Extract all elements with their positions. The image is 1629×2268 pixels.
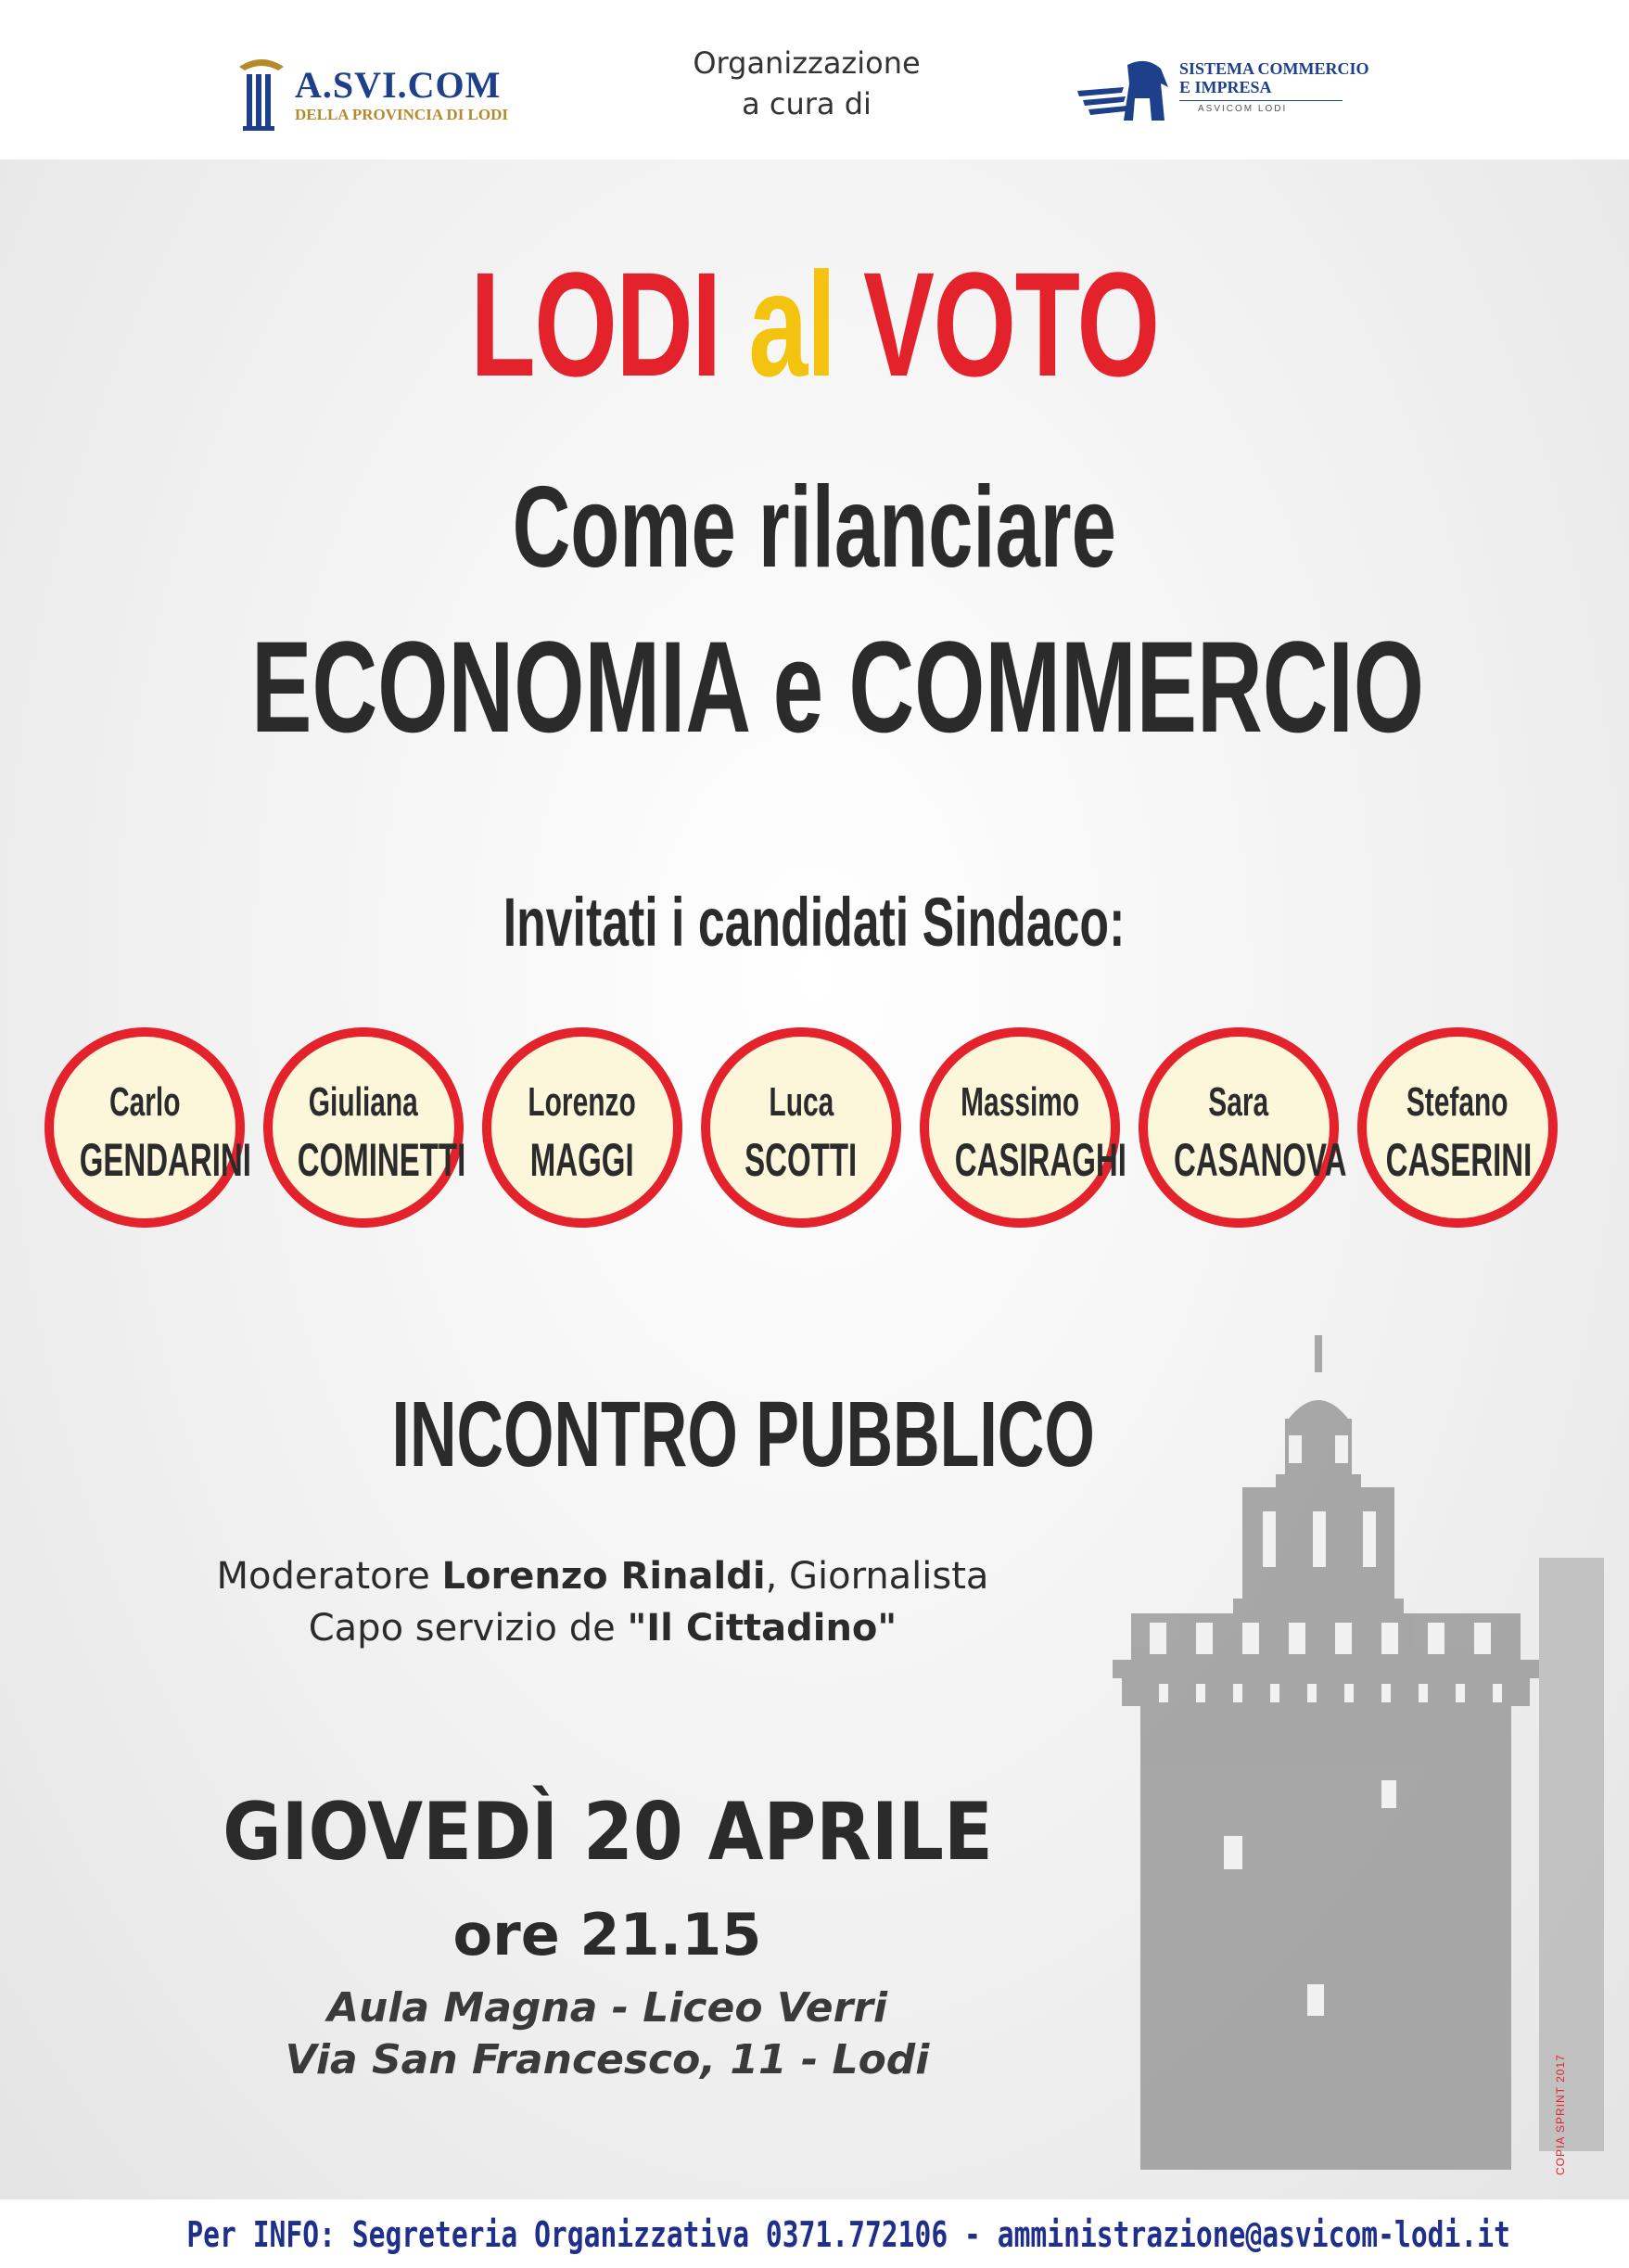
footer-info [0,2199,1629,2268]
candidate-circle [701,1027,901,1228]
logo-left-name: A.SVI.COM [295,64,502,106]
organizer-text [649,43,964,124]
event-venue: Aula Magna - Liceo Verri [326,1984,888,2032]
castle-tower-illustration [1103,1280,1623,2198]
candidate-circle [1357,1027,1558,1228]
candidates-row [45,1027,1584,1250]
candidate-first-name: Lorenzo [528,1079,637,1125]
column-icon [234,54,289,132]
event-address: Via San Francesco, 11 - Lodi [285,2036,930,2083]
subtitle-line1: Come rilanciare [512,464,1117,592]
moderator-line: Moderatore Lorenzo Rinaldi, Giornalista [216,1555,989,1598]
title-al: al [748,241,835,407]
candidate-last-name: CASANOVA [1174,1134,1347,1186]
asvicom-logo [234,54,567,137]
newspaper-name: "Il Cittadino" [627,1607,897,1650]
organizer-line2: a cura di [742,86,872,121]
candidate-last-name: GENDARINI [79,1134,251,1186]
sistema-commercio-logo [1075,56,1391,130]
candidate-last-name: SCOTTI [745,1134,858,1186]
moderator-info [139,1550,1066,1654]
candidate-circle [45,1027,251,1228]
logo-right-divider [1179,100,1343,101]
candidate-circle [920,1027,1126,1228]
candidate-first-name: Stefano [1406,1079,1508,1125]
organizer-line1: Organizzazione [693,45,921,81]
candidate-last-name: COMINETTI [297,1134,466,1186]
image-credit: COPIA SPRINT 2017 [1554,2054,1567,2175]
candidate-last-name: CASERINI [1385,1134,1533,1186]
subtitle-line2: ECONOMIA e COMMERCIO [251,614,1425,759]
moderator-name: Lorenzo Rinaldi [441,1555,766,1598]
candidate-first-name: Carlo [108,1079,181,1125]
logo-left-subtitle: DELLA PROVINCIA DI LODI [295,106,509,123]
candidate-last-name: CASIRAGHI [954,1134,1126,1186]
logo-right-line3: ASVICOM LODI [1198,104,1288,114]
candidate-first-name: Luca [769,1079,834,1125]
candidate-circle [1139,1027,1347,1228]
invited-label: Invitati i candidati Sindaco: [503,884,1126,961]
event-time: ore 21.15 [452,1901,762,1969]
header-bar [0,0,1629,159]
lion-icon [1075,56,1177,130]
title-lodi: LODI [470,241,749,407]
logo-right-line1: SISTEMA COMMERCIO [1179,59,1369,78]
event-type: INCONTRO PUBBLICO [391,1382,1095,1486]
candidate-first-name: Massimo [960,1079,1080,1125]
candidate-last-name: MAGGI [530,1134,634,1186]
candidate-first-name: Giuliana [308,1079,419,1125]
moderator-role-line: Capo servizio de "Il Cittadino" [308,1607,897,1650]
candidate-circle [263,1027,464,1228]
candidate-circle [482,1027,682,1228]
title-voto: VOTO [834,241,1159,407]
main-title [0,239,1629,410]
logo-right-line2: E IMPRESA [1179,78,1272,96]
footer-contact: Per INFO: Segreteria Organizzativa 0371.772106 - amministrazione@asvicom-lodi.it [186,2214,1510,2255]
event-date: GIOVEDÌ 20 APRILE [222,1786,993,1879]
candidate-first-name: Sara [1208,1079,1269,1125]
